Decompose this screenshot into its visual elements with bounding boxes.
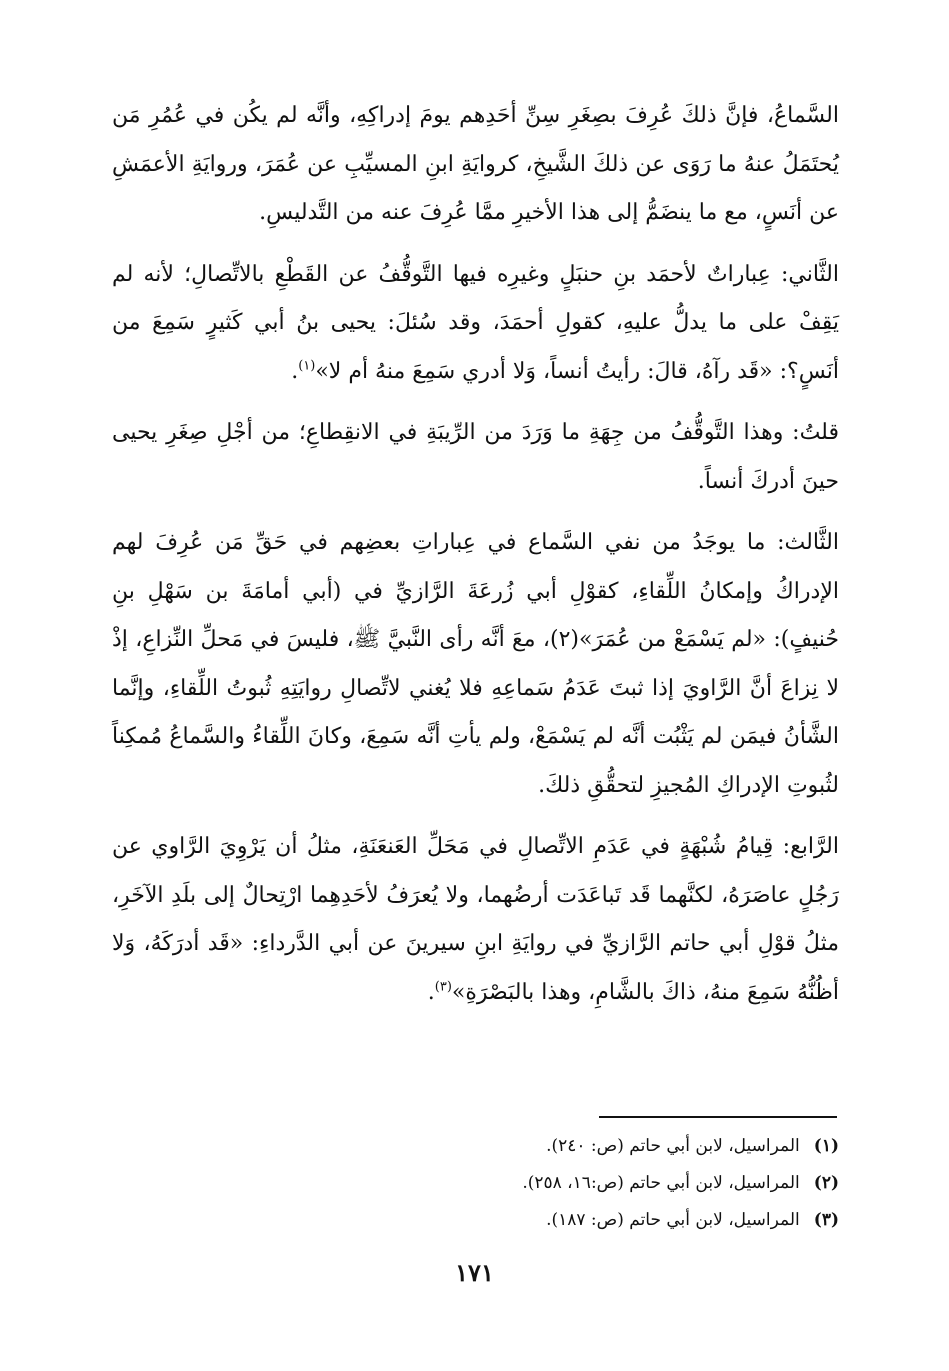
footnote-text: المراسيل، لابن أبي حاتم (ص: ١٨٧). [546,1210,800,1230]
footnote [249,1128,849,1165]
footnote-reference: (٣) [434,979,452,995]
page-number: ١٧١ [455,1258,494,1287]
paragraph [112,92,839,238]
paragraph [112,409,839,506]
footnote-text: المراسيل، لابن أبي حاتم (ص: ٢٤٠). [546,1136,800,1156]
paragraph-text: الرَّابع: قِيامُ شُبْهَةٍ في عَدَمِ الاتِّصالِ في مَحَلِّ العَنعَنَةِ، مثلُ أن يَرْوِيَ الرَّاوي عن رَجُلٍ عاصَرَهُ، لكنَّهما قَد تَباعَدَت أرضُهما، ولا يُعرَفُ لأحَدِهِما ارْتِحالٌ إلى بلَدِ الآخَرِ، مثلُ قوْلِ أبي حاتم الرَّازيِّ في روايَةِ ابنِ سيرينَ عن أبي الدَّرداءِ: «قَد أدرَكَهُ، وَلا أظُنُّهُ سَمِعَ منهُ، ذاكَ بالشَّامِ، وهذا بالبَصْرَةِ» [112,834,839,1005]
footnote-separator [599,1116,837,1118]
paragraph-text: الثَّالث: ما يوجَدُ من نفي السَّماع في عِباراتِ بعضِهم في حَقِّ مَن عُرِفَ لهم الإدراكُ وإمكانُ اللِّقاءِ، كقوْلِ أبي زُرعَةَ الرَّازيِّ في (أبي أمامَةَ بن سَهْلِ بنِ حُنيفٍ): «لم يَسْمَعْ من عُمَرَ»(٢)، معَ أنَّه رأى النَّبيَّ ﷺ، فليسَ في مَحلِّ النِّزاعِ، إذْ لا نِزاعَ أنَّ الرَّاويَ إذا ثبتَ عَدَمُ سَماعِهِ فلا يُغني لاتِّصالِ روايَتِهِ ثُبوتُ اللِّقاءِ، وإنَّما الشَّأنُ فيمَن لم يَثْبُت أنَّه لم يَسْمَعْ، ولم يأتِ أنَّه سَمِعَ، وكانَ اللِّقاءُ والسَّماعُ مُمكِناً لثُبوتِ الإدراكِ المُجيزِ لتحقُّقِ ذلكَ. [112,530,839,798]
paragraph: الرَّابع: قِيامُ شُبْهَةٍ في عَدَمِ الاتِّصالِ في مَحَلِّ العَنعَنَةِ، مثلُ أن يَرْوِيَ الرَّاوي عن رَجُلٍ عاصَرَهُ، لكنَّهما قَد تَباعَدَت أرضُهما، ولا يُعرَفُ لأحَدِهِما ارْتِحالٌ إلى بلَدِ الآخَرِ، مثلُ قوْلِ أبي حاتم الرَّازيِّ في روايَةِ ابنِ سيرينَ عن أبي الدَّرداءِ: «قَد أدرَكَهُ، وَلا أظُنُّهُ سَمِعَ منهُ، ذاكَ بالشَّامِ، وهذا بالبَصْرَةِ»$^{(٣)}$. [112,834,839,1005]
footnote-reference: (١) [298,358,316,374]
main-text [112,92,839,1030]
footnote-text: المراسيل، لابن أبي حاتم (ص:١٦، ٢٥٨). [522,1173,800,1193]
paragraph-text: الثَّاني: عِباراتٌ لأحمَد بنِ حنبَلٍ وغيرِه فيها التَّوقُّفُ عن القَطْعِ بالاتِّصالِ؛ لأنه لم يَقِفْ على ما يدلُّ عليهِ، كقولِ أحمَدَ، وقد سُئلَ: يحيى بنُ أبي كَثيرٍ سَمِعَ من أنَسٍ؟: «قَد رآهُ، قالَ: رأيتُ أنساً، وَلا أدري سَمِعَ منهُ أم لا» [112,261,839,384]
footnote-number: (٢) [813,1173,839,1193]
paragraph: الثَّاني: عِباراتٌ لأحمَد بنِ حنبَلٍ وغيرِه فيها التَّوقُّفُ عن القَطْعِ بالاتِّصالِ؛ لأنه لم يَقِفْ على ما يدلُّ عليهِ، كقولِ أحمَدَ، وقد سُئلَ: يحيى بنُ أبي كَثيرٍ سَمِعَ من أنَسٍ؟: «قَد رآهُ، قالَ: رأيتُ أنساً، وَلا أدري سَمِعَ منهُ أم لا»$^{(١)}$. [112,261,839,384]
footnote [249,1165,849,1202]
footnote-number: (١) [813,1136,839,1156]
paragraph-text: السَّماعُ، فإنَّ ذلكَ عُرِفَ بصِغَرِ سِنِّ أحَدِهم يومَ إدراكِهِ، وأنَّه لم يكُن في عُمُرِ مَن يُحتَمَلُ عنهُ ما رَوَى عن ذلكَ الشَّيخِ، كروايَةِ ابنِ المسيِّبِ عن عُمَرَ، وروايَةِ الأعمَشِ عن أنَسٍ، مع ما ينضَمُّ إلى هذا الأخيرِ ممَّا عُرِفَ عنه من التَّدليسِ. [112,103,839,225]
paragraph [112,519,839,810]
footnote-number: (٣) [813,1210,839,1230]
paragraph-text: قلتُ: وهذا التَّوقُّفُ من جِهَةِ ما وَرَدَ من الرِّيبَةِ في الانقِطاعِ؛ من أجْلِ صِغَرِ يحيى حينَ أدركَ أنساً. [112,420,839,494]
footnote [249,1202,849,1239]
footnotes [249,1128,849,1239]
